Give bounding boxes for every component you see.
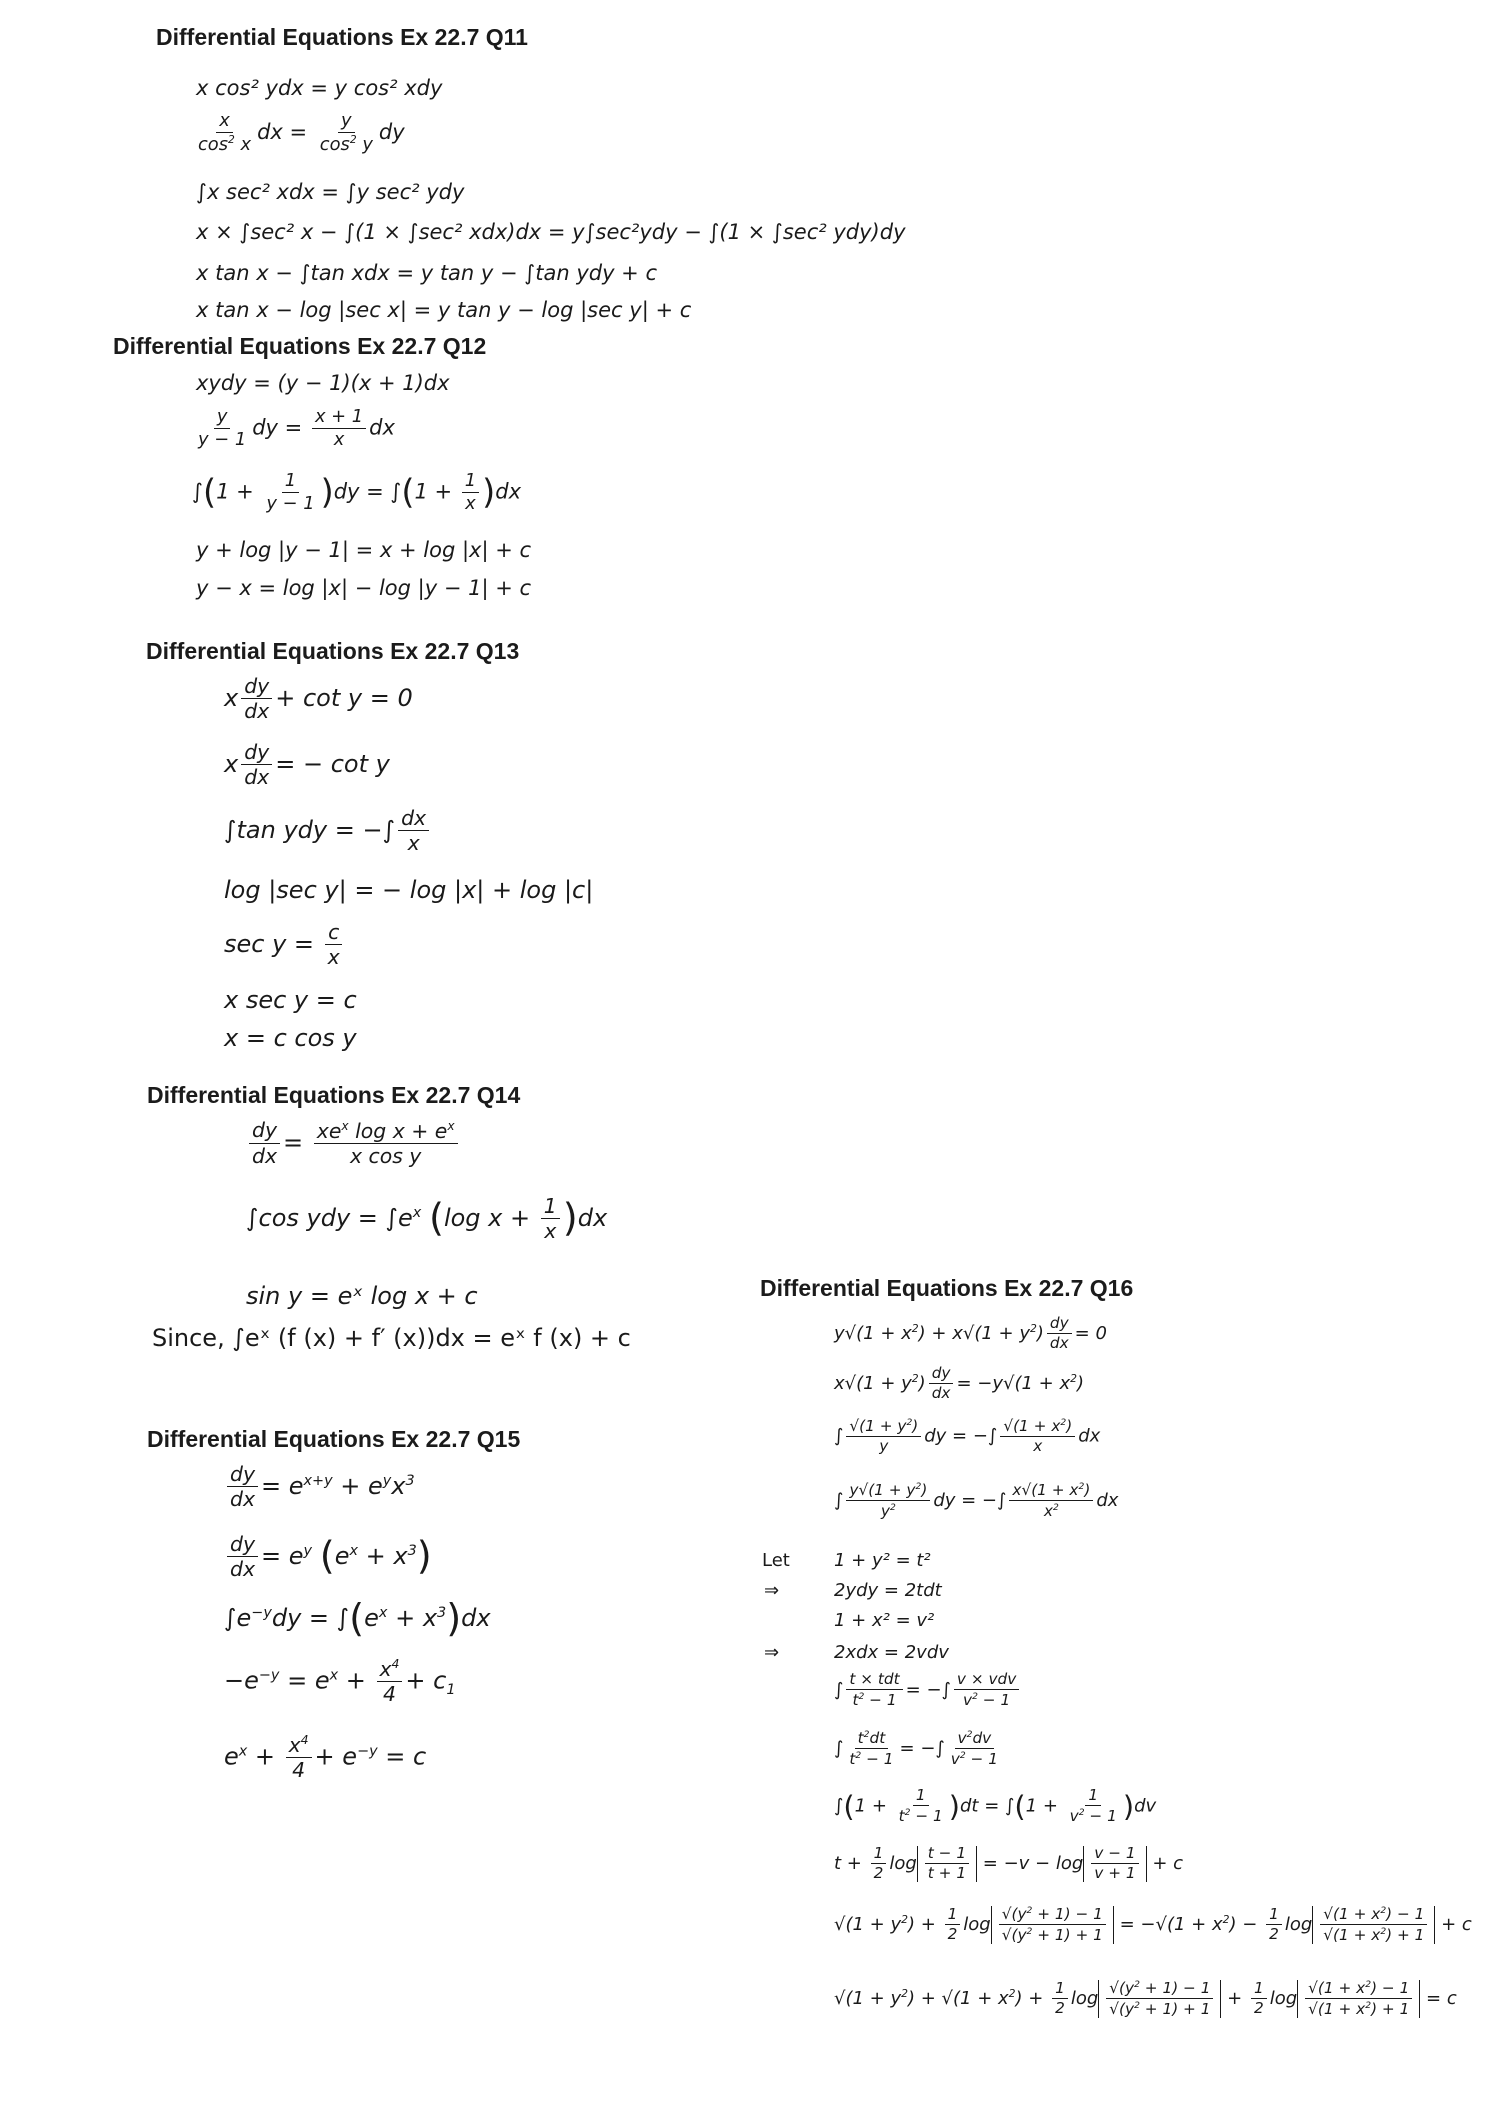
q16-line-2: $x√(1 + y^2)$ $\frac{dy}{dx}$ = $-y√(1 + x^2)$ <box>834 1364 1085 1403</box>
q11-line-2: $\frac{x}{\cos^2 x}$ dx = $\frac{y}{\cos^2 y}$ dy <box>198 110 405 155</box>
q14-heading: Differential Equations Ex 22.7 Q14 <box>147 1082 521 1108</box>
q16-line-14: $√(1 + y^2) + √(1 + x^2)$ + $\frac{1}{2}$ log $\frac{√(y^2 + 1) - 1}{√(y^2 + 1) + 1}$ + $\frac{1}{2}$ log $\frac{√(1 + x^2) - 1}{√(1 + x^2) + 1}$ = c <box>834 1979 1457 2019</box>
q13-line-5: sec y = $\frac{c}{x}$ <box>224 922 346 968</box>
q16-implies-1: ⇒ <box>764 1580 780 1601</box>
q12-line-2: $\frac{y}{y - 1}$ dy = $\frac{x + 1}{x}$ dx <box>198 406 395 450</box>
q13-line-4: log |sec y| = − log |x| + log |c| <box>224 876 594 904</box>
q13-line-6: x sec y = c <box>224 986 357 1014</box>
q15-line-4: $-e^{-y} = e^x$ + $\frac{x^4}{4}$ + $c_1$ <box>224 1656 456 1707</box>
q15-line-1: $\frac{dy}{dx}$ = $e^{x+y} + e^yx^3$ <box>224 1464 415 1510</box>
q12-heading: Differential Equations Ex 22.7 Q12 <box>113 333 487 359</box>
q13-line-2: x $\frac{dy}{dx}$ = − cot y <box>224 740 390 790</box>
q16-line-9: ∫ t × tdt $t^2 - 1$ = −∫ v × vdv $v^2 - 1$ <box>834 1672 1022 1709</box>
q15-line-5: $e^x$ + $\frac{x^4}{4}$ + $e^{-y} = c$ <box>224 1732 427 1783</box>
q16-line-5: 1 + y² = t² <box>834 1550 931 1571</box>
q16-line-1: $y√(1 + x^2) + x√(1 + y^2)$ $\frac{dy}{dx}$ = 0 <box>834 1314 1107 1353</box>
q13-heading: Differential Equations Ex 22.7 Q13 <box>146 638 520 664</box>
q16-let: Let <box>762 1550 790 1571</box>
q14-line-2: ∫cos ydy = $\int e^x$ (log x + $\frac{1}{x}$ )dx <box>246 1194 608 1244</box>
q16-heading: Differential Equations Ex 22.7 Q16 <box>760 1275 1134 1301</box>
q12-line-1: xydy = (y − 1)(x + 1)dx <box>196 371 450 395</box>
q16-line-3: ∫ $\frac{√(1 + y^2)}{y}$ dy = −∫ $\frac{√(1 + x^2)}{x}$ dx <box>834 1417 1101 1456</box>
q16-line-8: 2xdx = 2vdv <box>834 1642 949 1663</box>
q13-line-7: x = c cos y <box>224 1024 357 1052</box>
q16-line-12: t + $\frac{1}{2}$ log $\frac{t - 1}{t + 1}$ = −v − log $\frac{v - 1}{v + 1}$ + c <box>834 1844 1184 1883</box>
q11-line-4: x × ∫sec² x − ∫(1 × ∫sec² xdx)dx = y∫sec²ydy − ∫(1 × ∫sec² ydy)dy <box>196 220 906 244</box>
q14-line-4: Since, ∫eˣ (f (x) + f′ (x))dx = eˣ f (x) + c <box>152 1324 631 1352</box>
q12-line-3: ∫(1 + $\frac{1}{y - 1}$ )dy = ∫(1 + $\frac{1}{x}$ )dx <box>192 470 522 514</box>
q11-line-1: x cos² ydx = y cos² xdy <box>196 76 443 100</box>
q16-implies-2: ⇒ <box>764 1642 780 1663</box>
q16-line-4: ∫ $\frac{y√(1 + y^2)}{y^2}$ dy = −∫ $\frac{x√(1 + x^2)}{x^2}$ dx <box>834 1481 1119 1521</box>
q14-line-3: sin y = eˣ log x + c <box>246 1282 478 1310</box>
q15-line-3: $\int e^{-y}dy = \int(e^x + x^3)dx$ <box>224 1596 491 1641</box>
q11-line-3: ∫x sec² xdx = ∫y sec² ydy <box>196 180 465 204</box>
q11-line-6: x tan x − log |sec x| = y tan y − log |sec y| + c <box>196 298 692 322</box>
q14-line-1: $\frac{dy}{dx}$ = $xe^x$ $\log x + e^x$ x cos y <box>246 1120 461 1167</box>
q16-line-7: 1 + x² = v² <box>834 1610 935 1631</box>
q16-line-13: $√(1 + y^2)$ + $\frac{1}{2}$ log $\frac{√(y^2 + 1) - 1}{√(y^2 + 1) + 1}$ = $-√(1 + x^2)$ − $\frac{1}{2}$ log $\frac{√(1 + x^2) - 1}{√(1 + x^2) + 1}$ + c <box>834 1905 1472 1945</box>
q12-line-5: y − x = log |x| − log |y − 1| + c <box>196 576 532 600</box>
q15-heading: Differential Equations Ex 22.7 Q15 <box>147 1426 521 1452</box>
q15-line-2: $\frac{dy}{dx}$ = $e^y$ $(e^x + x^3)$ <box>224 1534 432 1580</box>
q16-line-10: ∫ $\frac{t^2dt}{t^2 - 1}$ = −∫ $\frac{v^2dv}{v^2 - 1}$ <box>834 1729 998 1769</box>
q11-heading: Differential Equations Ex 22.7 Q11 <box>156 24 528 50</box>
q16-line-6: 2ydy = 2tdt <box>834 1580 942 1601</box>
q13-line-1: x $\frac{dy}{dx}$ + cot y = 0 <box>224 674 413 724</box>
q16-line-11: ∫(1 + $\frac{1}{t^2 - 1}$ )dt = ∫(1 + $\frac{1}{v^2 - 1}$ )dv <box>834 1786 1157 1826</box>
q12-line-4: y + log |y − 1| = x + log |x| + c <box>196 538 532 562</box>
q11-line-5: x tan x − ∫tan xdx = y tan y − ∫tan ydy + c <box>196 261 657 285</box>
q13-line-3: ∫tan ydy = −∫ $\frac{dx}{x}$ <box>224 808 432 854</box>
